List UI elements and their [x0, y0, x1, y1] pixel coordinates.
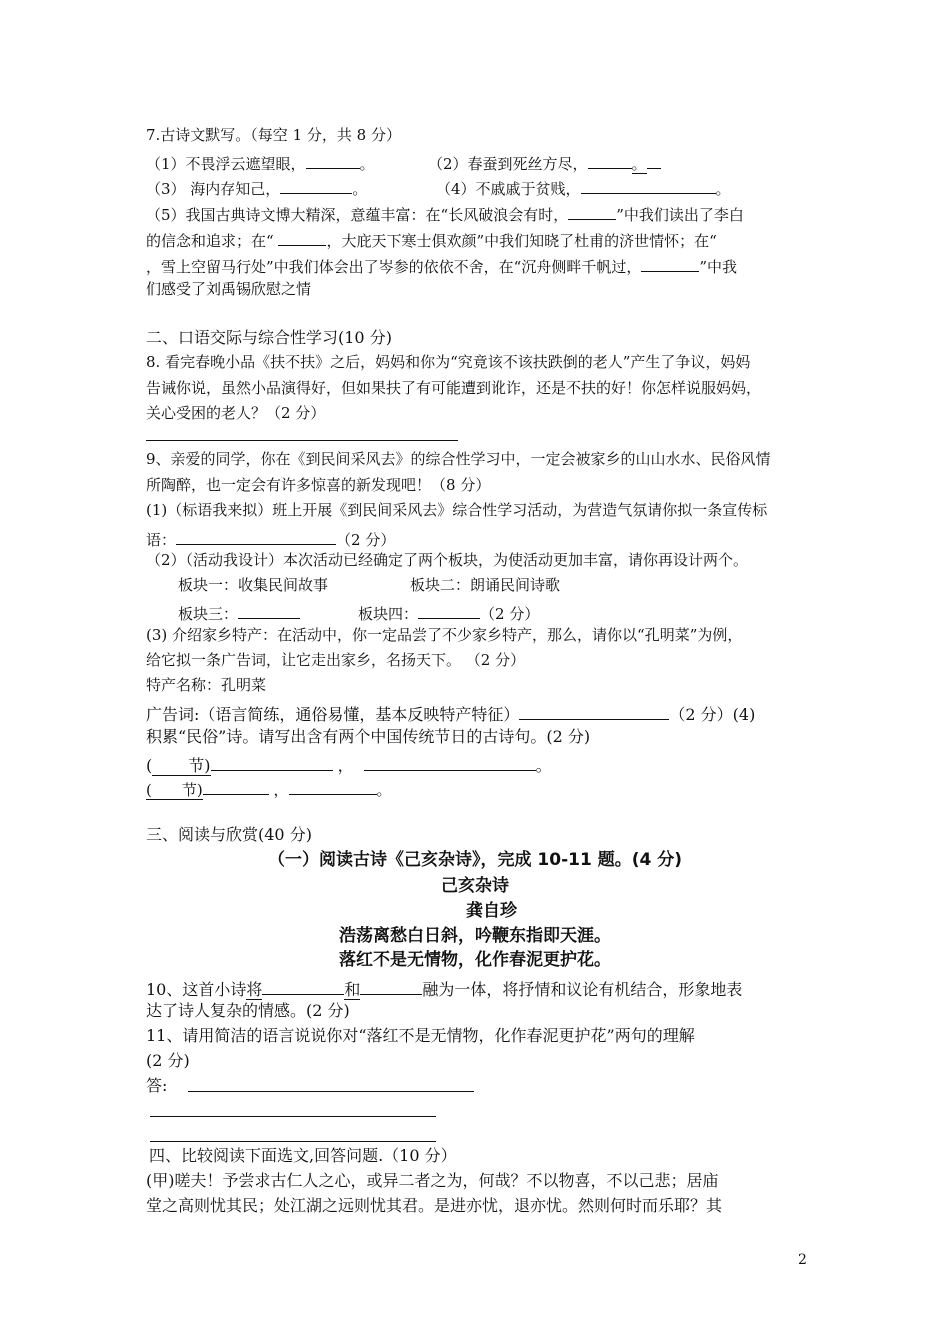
q11-answer-line-1[interactable] [188, 1091, 474, 1092]
answer-blank[interactable] [588, 153, 632, 169]
q10-line-2: 达了诗人复杂的情感。(2 分) [146, 1001, 350, 1020]
q10-line-1: 10、这首小诗将 和 融为一体，将抒情和议论有机结合，形象地表 [146, 980, 743, 999]
q9-4-line-1: 积累“民俗”诗。请写出含有两个中国传统节日的古诗句。(2 分) [146, 727, 591, 746]
section-3-heading: 三、阅读与欣赏(40 分) [146, 825, 312, 844]
q8-line-1: 8. 看完春晚小品《扶不扶》之后，妈妈和你为“究竟该不该扶跌倒的老人”产生了争议，妈妈 [146, 353, 751, 371]
q8-line-2: 告诫你说，虽然小品演得好，但如果扶了有可能遭到讹诈，还是不扶的好！你怎样说服妈妈， [146, 379, 762, 397]
section-2-heading: 二、口语交际与综合性学习(10 分) [146, 328, 392, 347]
festival-blank[interactable]: ( 节) [146, 781, 203, 799]
q10-blank-1[interactable] [262, 978, 344, 995]
q9-3-line-1: (3) 介绍家乡特产：在活动中，你一定品尝了不少家乡特产，那么，请你以“孔明菜”为例， [146, 626, 743, 644]
answer-blank[interactable] [306, 153, 360, 169]
q11-line-1: 11、请用简洁的语言说说你对“落红不是无情物，化作春泥更护花”两句的理解 [146, 1026, 695, 1045]
q9-3-line-2: 给它拟一条广告词，让它走出家乡，名扬天下。 （2 分） [146, 651, 526, 669]
q9-line-2: 所陶醉，也一定会有许多惊喜的新发现吧！（8 分） [146, 476, 491, 494]
q8-line-3: 关心受困的老人？（2 分） [146, 404, 326, 422]
answer-blank[interactable] [581, 178, 716, 194]
poem-line-blank[interactable] [211, 754, 333, 771]
q11-answer-line-3[interactable] [150, 1141, 436, 1142]
q7-p5-line-2: 的信念和追求；在“ ，大庇天下寒士俱欢颜”中我们知晓了杜甫的济世情怀；在“ [146, 232, 717, 250]
q11-answer-label: 答: [146, 1076, 168, 1095]
ad-slogan-blank[interactable] [519, 703, 669, 720]
board-3: 板块三： [178, 603, 300, 622]
section-4-heading: 四、比较阅读下面选文,回答问题.（10 分） [149, 1146, 457, 1165]
answer-blank[interactable] [280, 178, 352, 194]
answer-blank[interactable] [278, 230, 326, 246]
q11-answer-line-2[interactable] [150, 1116, 436, 1117]
q7-p5-line-1: （5）我国古典诗文博大精深，意蕴丰富：在“长风破浪会有时， ”中我们读出了李白 [146, 206, 744, 224]
board-2: 板块二：朗诵民间诗歌 [410, 576, 561, 594]
answer-blank[interactable] [641, 256, 699, 272]
board-4: 板块四： （2 分） [358, 605, 540, 623]
q7-p5-line-3: ，雪上空留马行处”中我们体会出了岑参的依依不舍，在“沉舟侧畔千帆过， ”中我 [146, 258, 738, 276]
page-number: 2 [798, 1252, 807, 1268]
reading-1-heading: （一）阅读古诗《己亥杂诗》，完成 10-11 题。(4 分) [268, 850, 682, 870]
q8-answer-line[interactable] [146, 440, 458, 441]
q7-line-2: （3） 海内存知己， 。 [146, 180, 368, 198]
q7-line-1: （1）不畏浮云遮望眼， 。 [146, 155, 375, 173]
board-3-blank[interactable] [238, 603, 300, 619]
festival-blank[interactable]: 节) [152, 756, 210, 776]
passage-jia-line-1: (甲)嗟夫！予尝求古仁人之心，或异二者之为，何哉？不以物喜，不以己悲；居庙 [146, 1171, 719, 1190]
poem-line-blank[interactable] [289, 779, 377, 795]
q9-1-line-2: 语： （2 分） [146, 531, 396, 549]
slogan-blank[interactable] [176, 529, 336, 545]
q7-line-2b: （4）不戚戚于贫贱， 。 [436, 180, 731, 198]
q9-4-line-2: ( 节) ， 。 [146, 756, 552, 775]
poem-author: 龚自珍 [466, 901, 517, 921]
passage-jia-line-2: 堂之高则忧其民；处江湖之远则忧其君。是进亦忧，退亦忧。然则何时而乐耶？其 [146, 1196, 723, 1215]
board-4-blank[interactable] [418, 603, 480, 619]
answer-blank[interactable] [568, 204, 616, 220]
q9-3-line-3: 特产名称：孔明菜 [146, 676, 267, 694]
poem-line-2: 落红不是无情物，化作春泥更护花。 [339, 950, 611, 970]
q9-4-line-3: ( 节) ， 。 [146, 781, 392, 799]
q9-line-1: 9、亲爱的同学，你在《到民间采风去》的综合性学习中，一定会被家乡的山山水水、民俗风情 [146, 450, 771, 468]
q7-title: 7.古诗文默写。（每空 1 分，共 8 分） [146, 126, 401, 144]
poem-line-1: 浩荡离愁白日斜，吟鞭东指即天涯。 [339, 926, 611, 946]
q9-2-line-1: （2）（活动我设计）本次活动已经确定了两个板块，为使活动更加丰富，请你再设计两个。 [146, 551, 749, 569]
q9-3-line-4: 广告词:（语言简练，通俗易懂，基本反映特产特征） （2 分）(4) [146, 705, 756, 724]
q7-line-1b: （2）春蚕到死丝方尽， 。 [428, 153, 661, 172]
poem-title: 己亥杂诗 [441, 876, 509, 896]
poem-line-blank[interactable] [203, 779, 269, 795]
q10-blank-2[interactable] [360, 978, 422, 995]
q11-line-2: (2 分) [146, 1051, 190, 1070]
q9-1-line-1: (1)（标语我来拟）班上开展《到民间采风去》综合性学习活动，为营造气氛请你拟一条宣传标 [146, 501, 768, 519]
board-1: 板块一：收集民间故事 [178, 576, 329, 594]
q7-p5-line-4: 们感受了刘禹锡欣慰之情 [146, 280, 312, 298]
poem-line-blank[interactable] [364, 754, 536, 771]
